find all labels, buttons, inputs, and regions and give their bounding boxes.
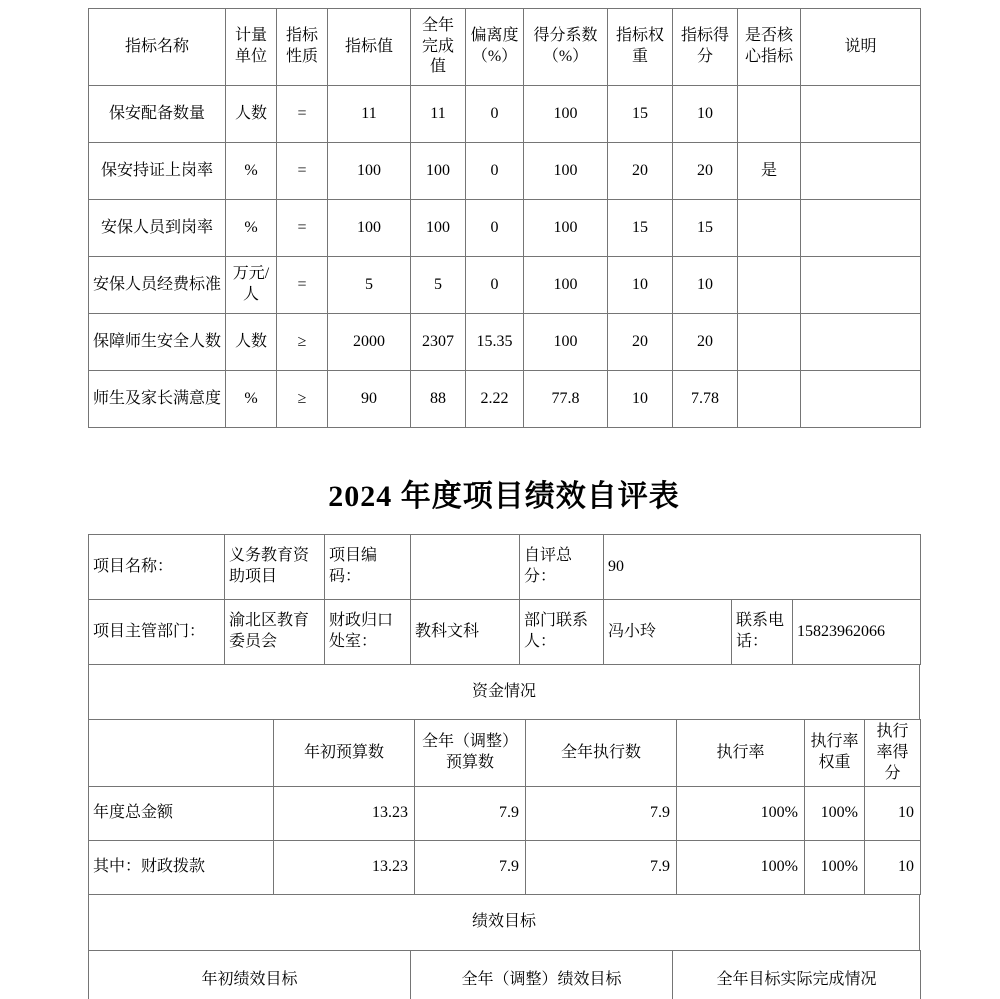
cell-core	[738, 86, 801, 143]
funding-section-title: 资金情况	[89, 665, 920, 720]
goal-adjusted: 全年（调整）绩效目标	[411, 951, 673, 999]
self-score-value: 90	[604, 535, 921, 600]
funding-executed: 7.9	[526, 841, 677, 895]
header-deviation: 偏离度（%）	[466, 9, 524, 86]
indicator-row	[89, 86, 921, 143]
page-title: 2024 年度项目绩效自评表	[328, 480, 680, 513]
cell-name: 师生及家长满意度	[89, 371, 226, 428]
cell-weight: 20	[608, 314, 673, 371]
performance-goals-header-row	[89, 951, 921, 999]
cell-score: 15	[673, 200, 738, 257]
header-target-value: 指标值	[328, 9, 411, 86]
funding-row-label: 其中：财政拨款	[89, 841, 274, 895]
header-core-indicator: 是否核心指标	[738, 9, 801, 86]
cell-unit: 人数	[226, 86, 277, 143]
funding-executed: 7.9	[526, 787, 677, 841]
document-page	[88, 0, 920, 999]
cell-core: 是	[738, 143, 801, 200]
funding-header-blank	[89, 720, 274, 787]
funding-row	[89, 841, 921, 895]
funding-header-row	[89, 720, 921, 787]
performance-section-title-row	[89, 895, 920, 951]
cell-score: 10	[673, 86, 738, 143]
funding-rate-weight: 100%	[805, 841, 865, 895]
cell-nature: ≥	[277, 314, 328, 371]
header-score: 指标得分	[673, 9, 738, 86]
dept-label: 项目主管部门：	[89, 600, 225, 665]
funding-header-initial-budget: 年初预算数	[274, 720, 415, 787]
cell-unit: %	[226, 200, 277, 257]
cell-name: 安保人员到岗率	[89, 200, 226, 257]
cell-nature: ≥	[277, 371, 328, 428]
cell-deviation: 0	[466, 86, 524, 143]
cell-core	[738, 371, 801, 428]
cell-weight: 15	[608, 200, 673, 257]
cell-nature: =	[277, 86, 328, 143]
contact-value: 冯小玲	[604, 600, 732, 665]
funding-initial-budget: 13.23	[274, 787, 415, 841]
cell-name: 安保人员经费标准	[89, 257, 226, 314]
indicator-row	[89, 257, 921, 314]
cell-note	[801, 200, 921, 257]
cell-completed: 88	[411, 371, 466, 428]
cell-deviation: 15.35	[466, 314, 524, 371]
cell-unit: %	[226, 143, 277, 200]
cell-note	[801, 86, 921, 143]
phone-label: 联系电话：	[732, 600, 793, 665]
funding-header-rate-weight: 执行率权重	[805, 720, 865, 787]
funding-header-rate-score: 执行率得分	[865, 720, 921, 787]
cell-unit: %	[226, 371, 277, 428]
funding-section-title-table	[88, 664, 920, 720]
cell-unit: 万元/人	[226, 257, 277, 314]
cell-target: 100	[328, 143, 411, 200]
finance-office-value: 教科文科	[411, 600, 520, 665]
indicator-table	[88, 8, 921, 428]
funding-table	[88, 719, 921, 895]
cell-score: 20	[673, 314, 738, 371]
cell-note	[801, 371, 921, 428]
project-name-value: 义务教育资助项目	[225, 535, 325, 600]
cell-completed: 100	[411, 143, 466, 200]
project-code-label: 项目编码：	[325, 535, 411, 600]
header-unit: 计量单位	[226, 9, 277, 86]
cell-coefficient: 77.8	[524, 371, 608, 428]
performance-section-title-table	[88, 894, 920, 951]
header-completed-value: 全年完成值	[411, 9, 466, 86]
cell-note	[801, 143, 921, 200]
cell-target: 2000	[328, 314, 411, 371]
self-score-label: 自评总分：	[520, 535, 604, 600]
cell-weight: 20	[608, 143, 673, 200]
funding-section-title-row	[89, 665, 920, 720]
funding-adjusted-budget: 7.9	[415, 841, 526, 895]
cell-unit: 人数	[226, 314, 277, 371]
funding-execution-rate: 100%	[677, 841, 805, 895]
funding-header-execution-rate: 执行率	[677, 720, 805, 787]
project-info-table	[88, 534, 921, 665]
cell-name: 保安配备数量	[89, 86, 226, 143]
header-note: 说明	[801, 9, 921, 86]
funding-header-executed: 全年执行数	[526, 720, 677, 787]
cell-target: 5	[328, 257, 411, 314]
cell-weight: 15	[608, 86, 673, 143]
cell-completed: 11	[411, 86, 466, 143]
cell-core	[738, 200, 801, 257]
header-nature: 指标性质	[277, 9, 328, 86]
cell-score: 7.78	[673, 371, 738, 428]
goal-initial: 年初绩效目标	[89, 951, 411, 999]
project-dept-row	[89, 600, 921, 665]
indicator-row	[89, 371, 921, 428]
cell-completed: 2307	[411, 314, 466, 371]
cell-completed: 5	[411, 257, 466, 314]
cell-weight: 10	[608, 257, 673, 314]
cell-nature: =	[277, 257, 328, 314]
cell-weight: 10	[608, 371, 673, 428]
funding-header-adjusted-budget: 全年（调整）预算数	[415, 720, 526, 787]
funding-row-label: 年度总金额	[89, 787, 274, 841]
cell-score: 10	[673, 257, 738, 314]
cell-deviation: 2.22	[466, 371, 524, 428]
project-name-label: 项目名称：	[89, 535, 225, 600]
performance-section-title: 绩效目标	[89, 895, 920, 951]
cell-deviation: 0	[466, 200, 524, 257]
dept-value: 渝北区教育委员会	[225, 600, 325, 665]
funding-adjusted-budget: 7.9	[415, 787, 526, 841]
cell-deviation: 0	[466, 143, 524, 200]
cell-core	[738, 257, 801, 314]
cell-core	[738, 314, 801, 371]
indicator-header-row	[89, 9, 921, 86]
cell-target: 90	[328, 371, 411, 428]
indicator-row	[89, 143, 921, 200]
cell-note	[801, 314, 921, 371]
cell-coefficient: 100	[524, 257, 608, 314]
cell-score: 20	[673, 143, 738, 200]
cell-coefficient: 100	[524, 200, 608, 257]
cell-name: 保安持证上岗率	[89, 143, 226, 200]
funding-execution-rate: 100%	[677, 787, 805, 841]
funding-rate-score: 10	[865, 841, 921, 895]
funding-row	[89, 787, 921, 841]
cell-name: 保障师生安全人数	[89, 314, 226, 371]
project-name-row	[89, 535, 921, 600]
funding-rate-score: 10	[865, 787, 921, 841]
cell-coefficient: 100	[524, 314, 608, 371]
project-code-value	[411, 535, 520, 600]
header-indicator-name: 指标名称	[89, 9, 226, 86]
cell-deviation: 0	[466, 257, 524, 314]
goal-actual-completion: 全年目标实际完成情况	[673, 951, 921, 999]
cell-coefficient: 100	[524, 86, 608, 143]
indicator-row	[89, 200, 921, 257]
cell-note	[801, 257, 921, 314]
funding-rate-weight: 100%	[805, 787, 865, 841]
contact-label: 部门联系人：	[520, 600, 604, 665]
performance-goals-table	[88, 950, 921, 999]
cell-nature: =	[277, 200, 328, 257]
cell-target: 100	[328, 200, 411, 257]
cell-coefficient: 100	[524, 143, 608, 200]
cell-target: 11	[328, 86, 411, 143]
cell-completed: 100	[411, 200, 466, 257]
phone-value: 15823962066	[793, 600, 921, 665]
header-weight: 指标权重	[608, 9, 673, 86]
finance-office-label: 财政归口处室：	[325, 600, 411, 665]
cell-nature: =	[277, 143, 328, 200]
indicator-row	[89, 314, 921, 371]
header-coefficient: 得分系数（%）	[524, 9, 608, 86]
funding-initial-budget: 13.23	[274, 841, 415, 895]
